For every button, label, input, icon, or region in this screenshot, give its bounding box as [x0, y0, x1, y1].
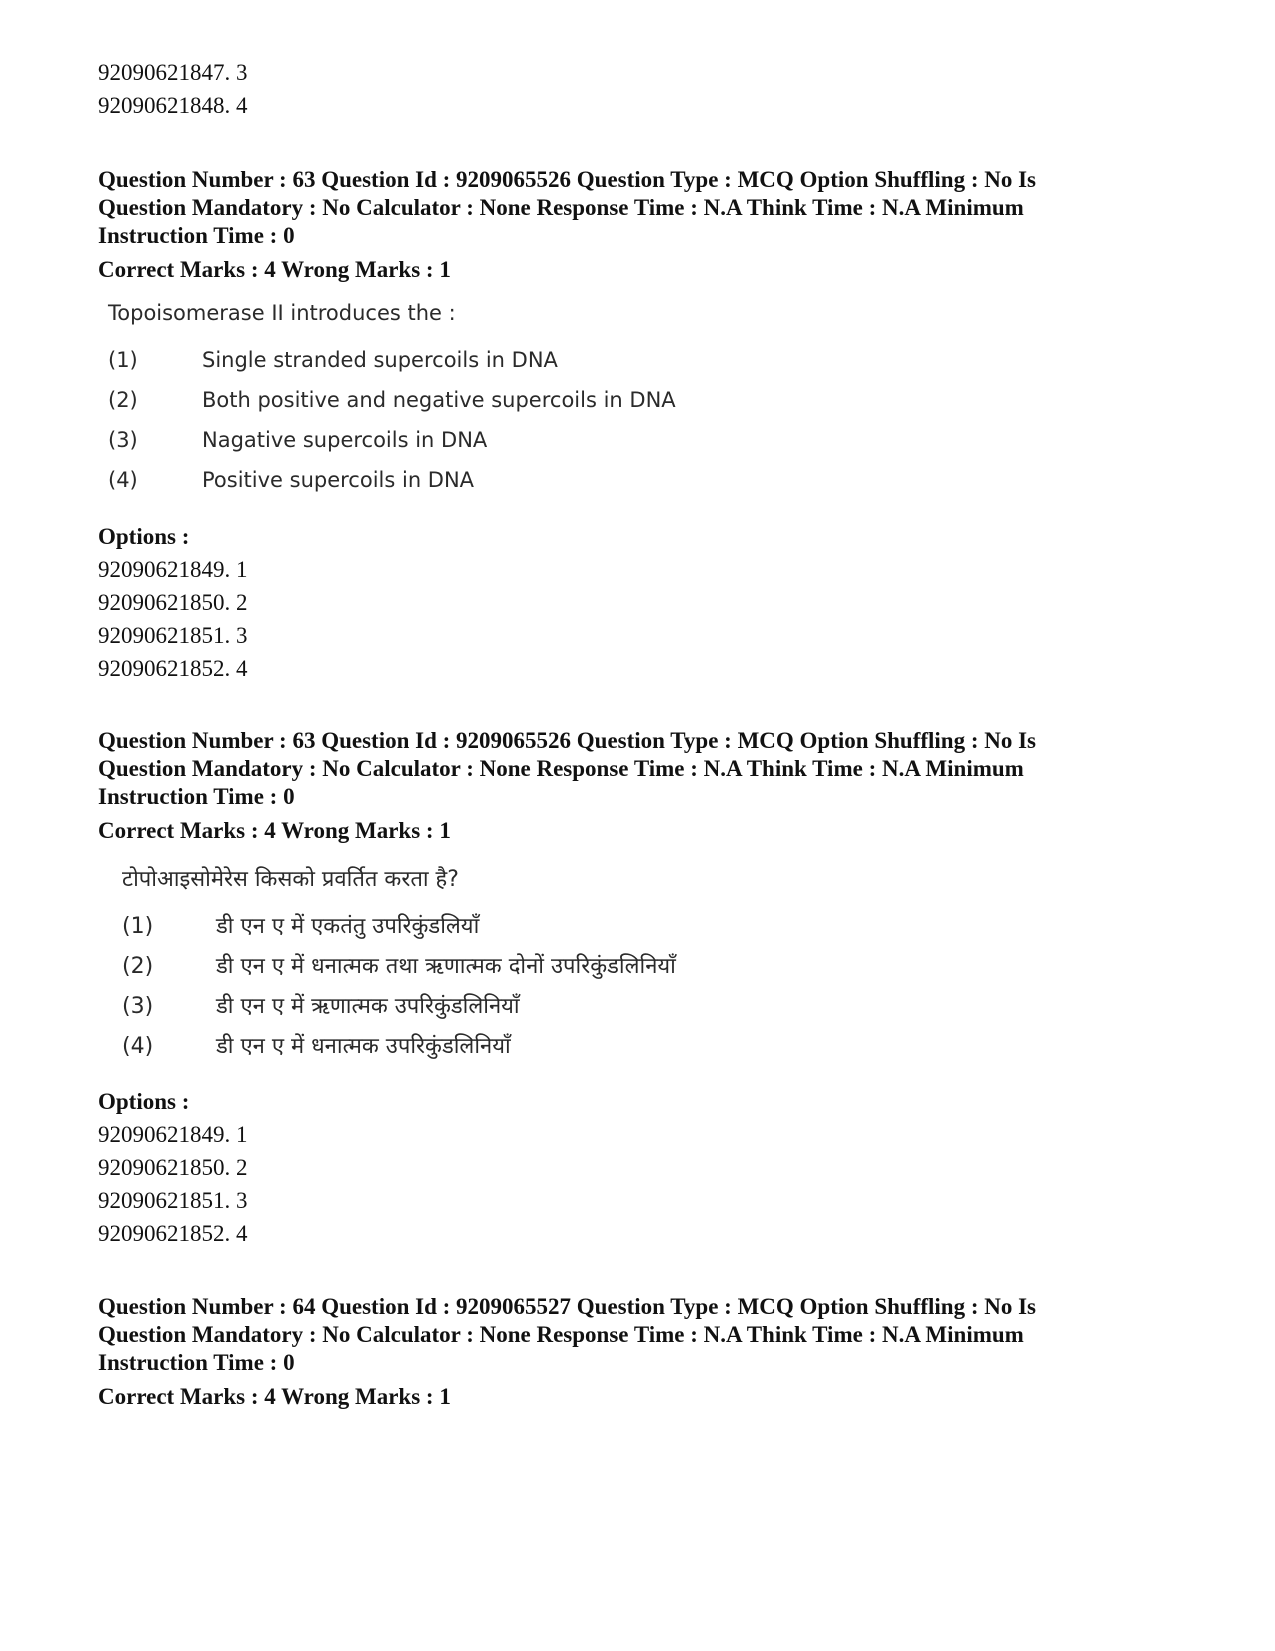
- options-heading: Options :: [98, 1089, 190, 1114]
- option-line: 92090621849. 1: [98, 557, 248, 582]
- question-header: [98, 727, 1178, 845]
- options-section: [98, 1085, 1178, 1250]
- option-line: 92090621850. 2: [98, 1155, 248, 1180]
- question-meta-line: Question Number : 64 Question Id : 9209065527 Question Type : MCQ Option Shuffling : No Is: [98, 1294, 1037, 1319]
- question-text-image: [122, 865, 676, 1067]
- choice-text: Nagative supercoils in DNA: [202, 428, 488, 452]
- choice-text: डी एन ए में एकतंतु उपरिकुंडलियाँ: [216, 914, 480, 939]
- previous-options-list: [98, 56, 1178, 122]
- choice-text: डी एन ए में धनात्मक उपरिकुंडलिनियाँ: [216, 1034, 511, 1059]
- choice-item: [122, 1027, 676, 1067]
- choice-number: (4): [122, 1034, 154, 1059]
- question-meta-line: Question Mandatory : No Calculator : None Response Time : N.A Think Time : N.A Minimum: [98, 195, 1024, 220]
- choice-item: [122, 907, 676, 947]
- choice-text: Positive supercoils in DNA: [202, 468, 475, 492]
- choice-text: Single stranded supercoils in DNA: [202, 348, 558, 372]
- marks-line: Correct Marks : 4 Wrong Marks : 1: [98, 1384, 451, 1409]
- options-heading: Options :: [98, 524, 190, 549]
- question-meta-line: Instruction Time : 0: [98, 1350, 295, 1375]
- choice-item: [108, 380, 676, 420]
- choice-item: [122, 947, 676, 987]
- choice-item: [122, 987, 676, 1027]
- question-meta-line: Instruction Time : 0: [98, 784, 295, 809]
- question-meta-line: Instruction Time : 0: [98, 223, 295, 248]
- choice-number: (3): [108, 428, 138, 452]
- choice-text: Both positive and negative supercoils in DNA: [202, 388, 676, 412]
- choice-number: (4): [108, 468, 138, 492]
- option-line: 92090621852. 4: [98, 656, 248, 681]
- choice-number: (3): [122, 994, 154, 1019]
- marks-line: Correct Marks : 4 Wrong Marks : 1: [98, 818, 451, 843]
- choice-number: (2): [122, 954, 154, 979]
- question-header: [98, 166, 1178, 284]
- option-line: 92090621852. 4: [98, 1221, 248, 1246]
- question-meta-line: Question Number : 63 Question Id : 9209065526 Question Type : MCQ Option Shuffling : No Is: [98, 167, 1037, 192]
- question-meta-line: Question Mandatory : No Calculator : None Response Time : N.A Think Time : N.A Minimum: [98, 1322, 1024, 1347]
- question-meta-line: Question Number : 63 Question Id : 9209065526 Question Type : MCQ Option Shuffling : No Is: [98, 728, 1037, 753]
- question-text-image: [108, 298, 676, 500]
- choice-number: (2): [108, 388, 138, 412]
- option-line: 92090621851. 3: [98, 1188, 248, 1213]
- choice-text: डी एन ए में ऋणात्मक उपरिकुंडलिनियाँ: [216, 994, 520, 1019]
- options-section: [98, 520, 1178, 685]
- choice-item: [108, 420, 676, 460]
- option-line: 92090621850. 2: [98, 590, 248, 615]
- choice-item: [108, 340, 676, 380]
- question-stem: Topoisomerase II introduces the :: [108, 301, 456, 325]
- question-meta-line: Question Mandatory : No Calculator : None Response Time : N.A Think Time : N.A Minimum: [98, 756, 1024, 781]
- option-line: 92090621847. 3: [98, 60, 248, 85]
- option-line: 92090621849. 1: [98, 1122, 248, 1147]
- choice-item: [108, 460, 676, 500]
- choice-number: (1): [122, 914, 154, 939]
- question-header: [98, 1293, 1178, 1411]
- option-line: 92090621848. 4: [98, 93, 248, 118]
- choice-number: (1): [108, 348, 138, 372]
- choice-text: डी एन ए में धनात्मक तथा ऋणात्मक दोनों उपरिकुंडलिनियाँ: [216, 954, 676, 979]
- option-line: 92090621851. 3: [98, 623, 248, 648]
- marks-line: Correct Marks : 4 Wrong Marks : 1: [98, 257, 451, 282]
- question-stem: टोपोआइसोमेरेस किसको प्रवर्तित करता है?: [122, 867, 459, 892]
